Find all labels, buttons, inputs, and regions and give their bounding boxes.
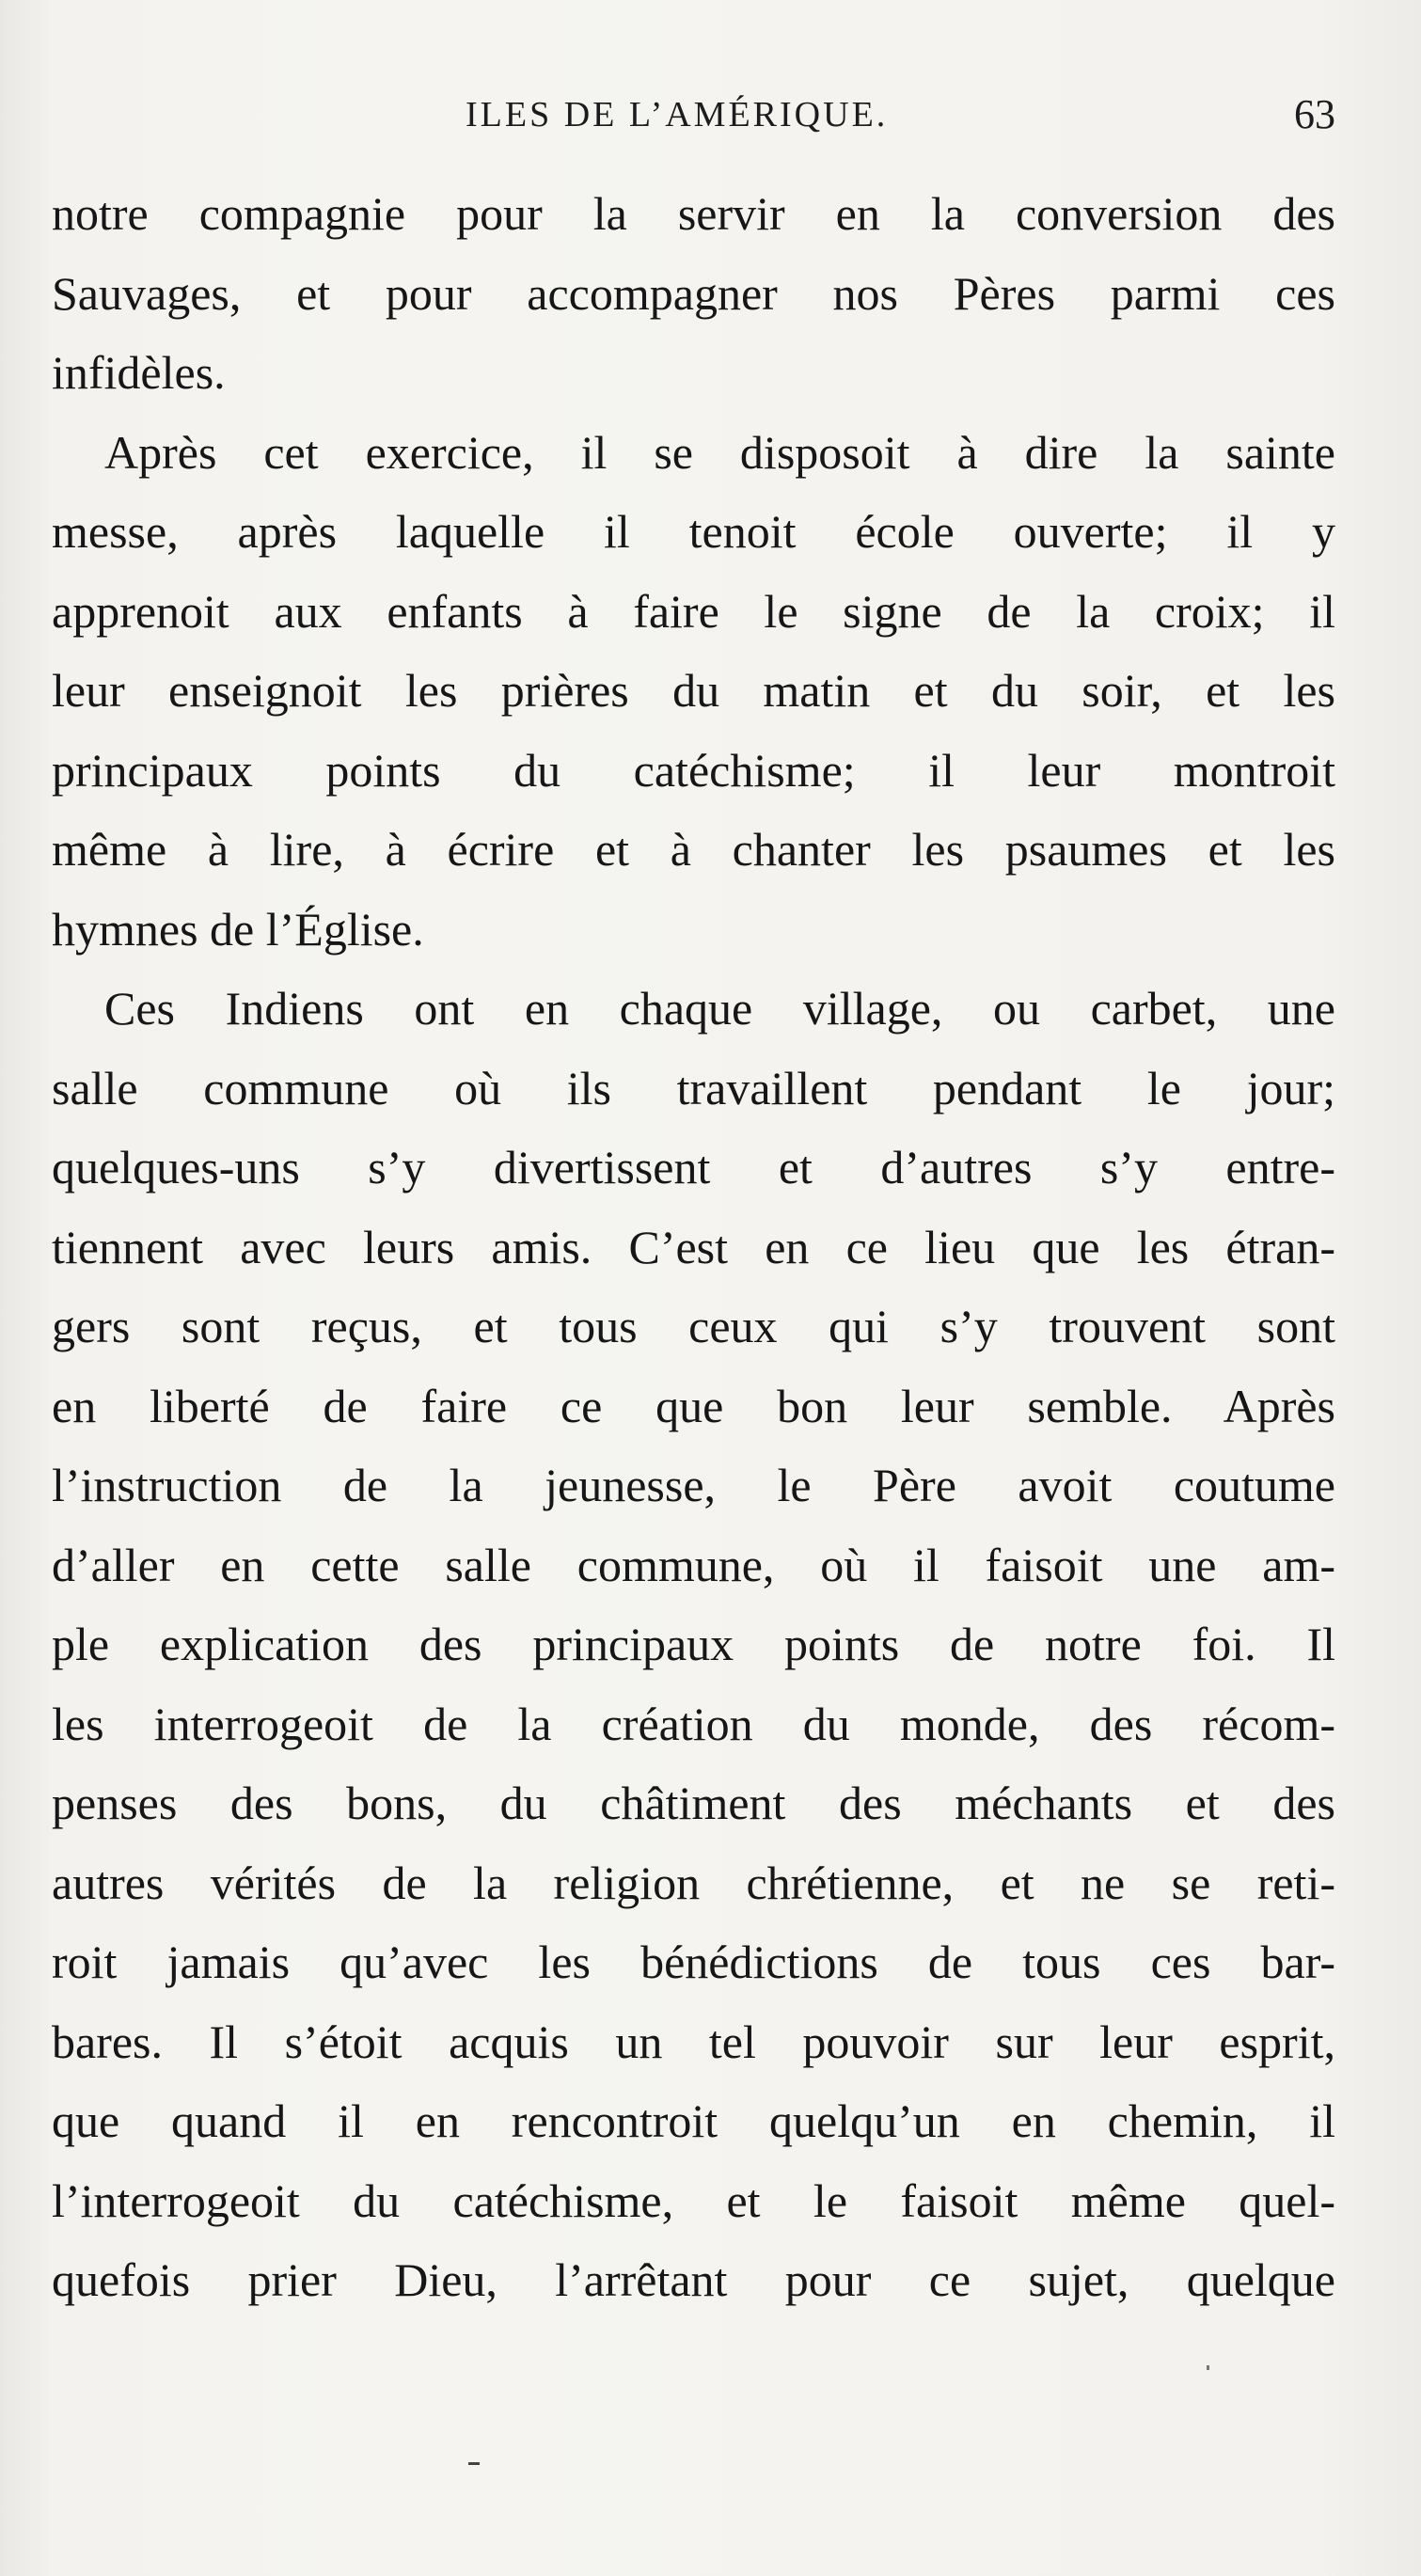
text-line: bares. Il s’étoit acquis un tel pouvoir sur leur esprit, — [52, 2015, 1335, 2068]
text-line: leur enseignoit les prières du matin et du soir, et les — [52, 664, 1335, 717]
text-line: quelques-uns s’y divertissent et d’autres s’y entre- — [52, 1141, 1335, 1193]
text-line: hymnes de l’Église. — [52, 902, 424, 956]
text-line: Sauvages, et pour accompagner nos Pères parmi ces — [52, 266, 1335, 320]
text-line: penses des bons, du châtiment des méchants et des — [52, 1777, 1335, 1829]
text-line: les interrogeoit de la création du monde, des récom- — [52, 1697, 1335, 1750]
running-head — [52, 91, 1335, 150]
text-line: principaux points du catéchisme; il leur montroit — [52, 743, 1335, 797]
text-line: tiennent avec leurs amis. C’est en ce lieu que les étran- — [52, 1220, 1335, 1273]
text-line: d’aller en cette salle commune, où il faisoit une am- — [52, 1538, 1335, 1591]
paragraph-first-line: Après cet exercice, il se disposoit à dire la sainte — [104, 425, 1335, 479]
text-line: gers sont reçus, et tous ceux qui s’y trouvent sont — [52, 1300, 1335, 1352]
running-title: ILES DE L’AMÉRIQUE. — [466, 95, 889, 134]
text-line: que quand il en rencontroit quelqu’un en chemin, il — [52, 2094, 1335, 2147]
text-line: salle commune où ils travaillent pendant le jour; — [52, 1061, 1335, 1114]
text-line: messe, après laquelle il tenoit école ouverte; il y — [52, 505, 1335, 558]
text-line: infidèles. — [52, 346, 226, 399]
text-line: roit jamais qu’avec les bénédictions de tous ces bar- — [52, 1936, 1335, 1988]
text-line: l’instruction de la jeunesse, le Père avoit coutume — [52, 1459, 1335, 1511]
body-text — [52, 174, 1335, 2320]
text-line: l’interrogeoit du catéchisme, et le faisoit même quel- — [52, 2173, 1335, 2227]
paragraph-first-line: Ces Indiens ont en chaque village, ou carbet, une — [104, 982, 1335, 1035]
paper-speck — [468, 2462, 480, 2465]
text-line: apprenoit aux enfants à faire le signe de la croix; il — [52, 584, 1335, 638]
text-line: même à lire, à écrire et à chanter les psaumes et les — [52, 823, 1335, 876]
page-number: 63 — [1294, 91, 1335, 137]
text-line: autres vérités de la religion chrétienne, et ne se reti- — [52, 1856, 1335, 1909]
text-line: notre compagnie pour la servir en la conversion des — [52, 187, 1335, 240]
paper-speck — [1207, 2365, 1209, 2370]
text-line: ple explication des principaux points de notre foi. Il — [52, 1618, 1335, 1670]
text-line: quefois prier Dieu, l’arrêtant pour ce sujet, quelque — [52, 2253, 1335, 2306]
text-line: en liberté de faire ce que bon leur semble. Après — [52, 1379, 1335, 1432]
